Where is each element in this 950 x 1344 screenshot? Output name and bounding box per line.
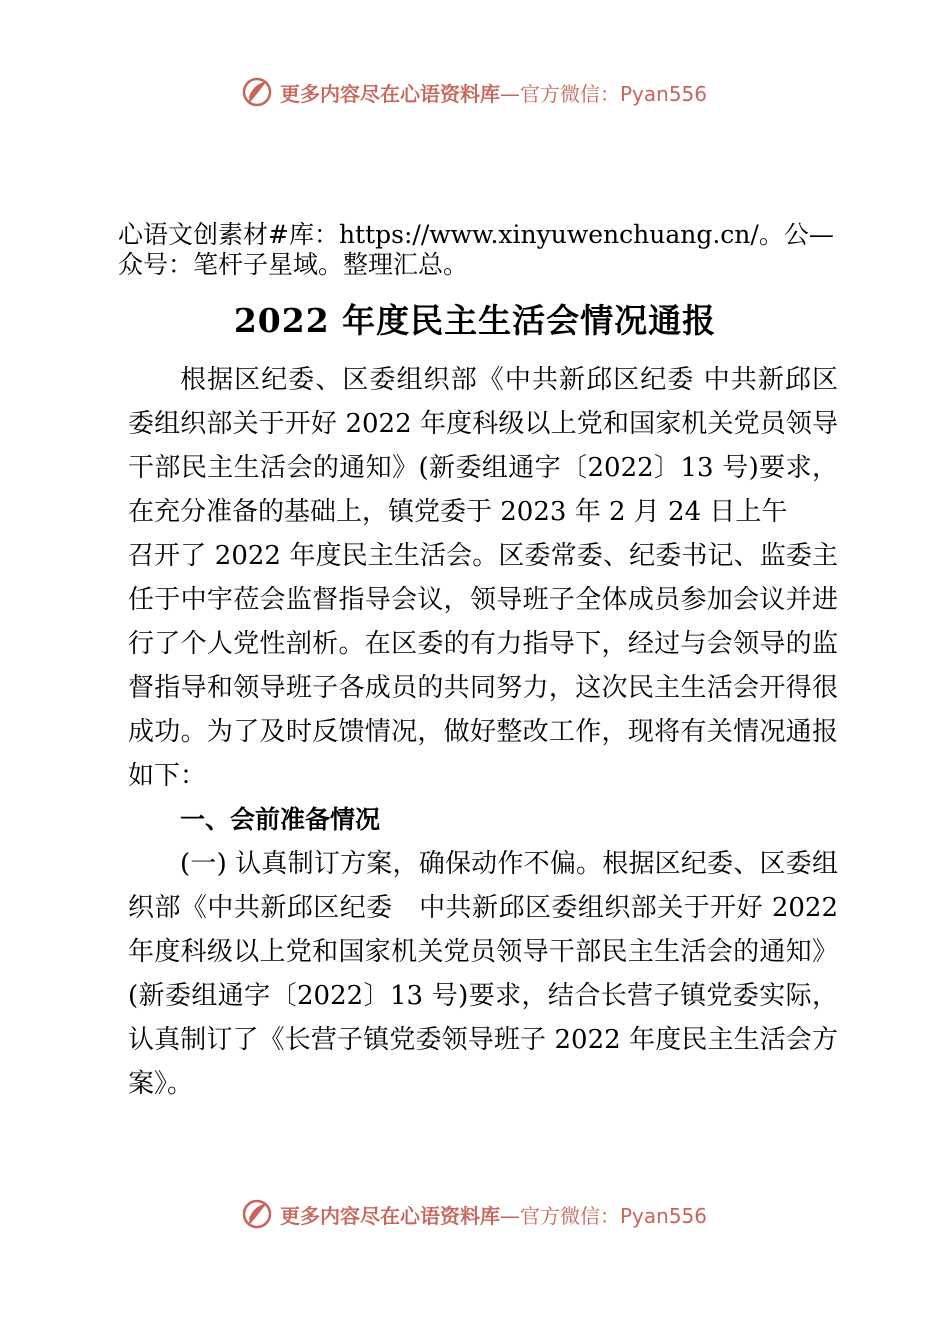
body-paragraph: 根据区纪委、区委组织部《中共新邱区纪委 中共新邱区委组织部关于开好 2022 年度科级以上党和国家机关党员领导干部民主生活会的通知》(新委组通字〔2022〕13 号)要求，在充分准备的基础上，镇党委于 2023 年 2 月 24 日上午	[128, 365, 838, 527]
logo-icon	[240, 75, 274, 109]
source-line: 心语文创素材#库：https://www.xinyuwenchuang.cn/。公—众号：笔杆子星域。整理汇总。	[118, 220, 834, 279]
watermark-main-text: 更多内容尽在心语资料库	[280, 81, 500, 106]
body-paragraph: (一) 认真制订方案，确保动作不偏。根据区纪委、区委组织部《中共新邱区纪委 中共新邱区委组织部关于开好 2022 年度科级以上党和国家机关党员领导干部民主生活会的通知》(新委组通字〔2022〕13 号)要求，结合长营子镇党委实际，认真制订了《长营子镇党委领导班子 2022 年度民主生活会方案》。	[128, 849, 838, 1099]
watermark-wechat-text: —官方微信：Pyan556	[500, 1203, 708, 1228]
document-title: 2022 年度民主生活会情况通报	[233, 301, 717, 340]
logo-icon	[240, 1197, 274, 1231]
body-paragraph: 召开了 2022 年度民主生活会。区委常委、纪委书记、监委主任于中宇莅会监督指导会议，领导班子全体成员参加会议并进行了个人党性剖析。在区委的有力指导下，经过与会领导的监督指导和领导班子各成员的共同努力，这次民主生活会开得很成功。为了及时反馈情况，做好整改工作，现将有关情况通报如下：	[128, 541, 838, 791]
watermark-banner-top	[240, 72, 707, 112]
section-heading: 一、会前准备情况	[180, 805, 381, 834]
document-body	[128, 358, 838, 1106]
watermark-wechat-text: —官方微信：Pyan556	[500, 81, 708, 106]
watermark-banner-bottom	[240, 1194, 707, 1234]
watermark-main-text: 更多内容尽在心语资料库	[280, 1203, 500, 1228]
